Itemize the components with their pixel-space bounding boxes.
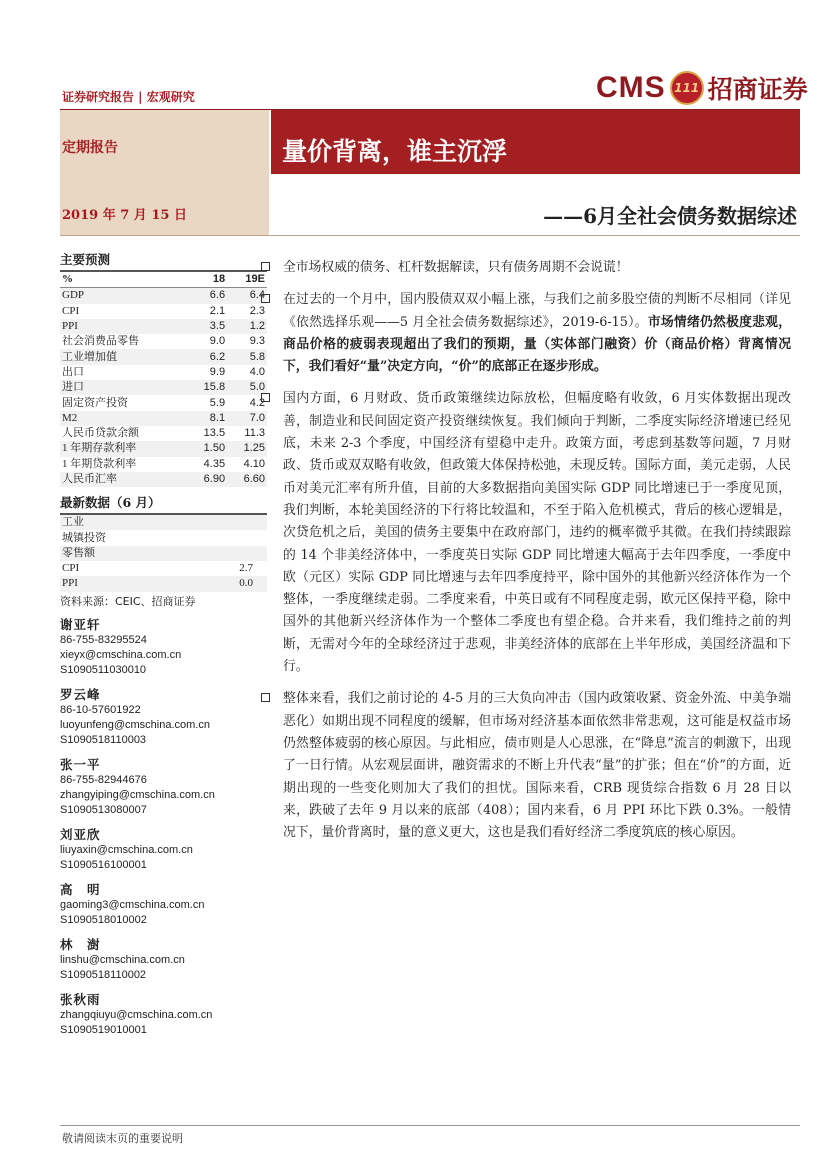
forecast-cell: 6.6: [187, 288, 227, 304]
latest-row: [60, 561, 267, 576]
data-source: 资料来源：CEIC、招商证券: [60, 594, 196, 608]
footer-divider: [60, 1125, 800, 1126]
forecast-cell: 社会消费品零售: [62, 335, 139, 348]
bullet-icon: [261, 693, 270, 702]
analyst-name: 高 明: [60, 881, 101, 897]
forecast-cell: 固定资产投资: [62, 396, 128, 409]
analyst-email[interactable]: zhangyiping@cmschina.com.cn: [60, 788, 215, 801]
paragraph-text: 整体来看，我们之前讨论的 4-5 月的三大负向冲击（国内政策收紧、资金外流、中美争端恶化）如期出现不同程度的缓解，但市场对经济基本面依然非常悲观，这可能是权益市场仍然整体疲弱的核心原因。与此相应，债市则是人心思涨，在“降息”流言的刺激下，出现了一日行情。从宏观层面讲，融资需求的不断上升代表“量”的扩张；但在“价”的方面，近期出现的一些变化则加大了我们的担忧。国际来看，CRB 现货综合指数 6 月 28 日以来，跌破了去年 9 月以来的底部（408）；国内来看，6 月 PPI 环比下跌 0.3%。一般情况下，量价背离时，量的意义更大，这也是我们看好经济二季度筑底的核心原因。: [283, 691, 791, 841]
analyst-name: 谢亚轩: [60, 616, 101, 632]
body-paragraph: [283, 388, 791, 678]
forecast-cell: 6.2: [187, 349, 227, 364]
analyst-id: S1090518010002: [60, 913, 147, 926]
paragraph-text: 国内方面，6 月财政、货币政策继续边际放松，但幅度略有收敛，6 月实体数据出现改善，制造业和民间固定资产投资继续恢复。我们倾向于判断，二季度实际经济增速已经见底，未来 2-3 个季度，中国经济有望稳中走升。政策方面，考虑到基数等问题，7 月财政、货币或双双略有收敛，但政策大体保持松弛，未现反转。国际方面，美元走弱，人民币对美元汇率有所升值，目前的大多数据指向美国实际 GDP 同比增速已于一季度见顶，我们判断，本轮美国经济的下行将比较温和，不至于陷入危机模式，背后的核心逻辑是，次贷危机之后，美国的债务主要集中在政府部门，违约的概率微乎其微。在我们持续跟踪的 14 个非美经济体中，一季度英日实际 GDP 同比增速大幅高于去年四季度，一季度中欧（元区）实际 GDP 同比增速与去年四季度持平，除中国外的其他新兴经济体作为一个整体，一季度继续走弱。二季度来看，中英日或有不同程度走弱，欧元区保持平稳，除中国外的其他新兴经济体作为一个整体二季度也有望企稳。合并来看，我们维持之前的判断，无需对今年的全球经济过于悲观，非美经济体的底部在上半年形成，美国经济温和下行。: [283, 391, 791, 675]
forecast-cell: 1.25: [227, 441, 267, 456]
analyst-phone: 86-755-83295524: [60, 633, 147, 646]
latest-cell: 0.0: [188, 576, 267, 591]
latest-cell: [188, 546, 267, 561]
logo-badge-icon: 111: [670, 71, 704, 105]
analyst-name: 刘亚欣: [60, 826, 101, 842]
report-category: 证券研究报告 | 宏观研究: [62, 90, 195, 104]
forecast-cell: 人民币汇率: [60, 472, 187, 487]
analyst-email[interactable]: linshu@cmschina.com.cn: [60, 953, 185, 966]
forecast-cell: 1.2: [227, 319, 267, 334]
forecast-cell: 2.1: [209, 304, 226, 317]
forecast-title: 主要预测: [60, 252, 111, 267]
forecast-cell: 5.8: [227, 349, 267, 364]
paragraph-text: 全市场权威的债务、杠杆数据解读，只有债务周期不会说谎！: [283, 260, 629, 275]
latest-row: [60, 515, 267, 530]
forecast-cell: 4.0: [249, 365, 265, 378]
body-paragraph: [283, 257, 791, 279]
forecast-row: [60, 365, 267, 380]
latest-cell: [188, 515, 267, 530]
latest-cell: 2.7: [239, 562, 253, 575]
footer-note: 敬请阅读末页的重要说明: [62, 1132, 183, 1145]
report-date: 2019 年 7 月 15 日: [62, 208, 187, 223]
analyst-email[interactable]: xieyx@cmschina.com.cn: [60, 648, 182, 661]
forecast-cell: 2.3: [249, 304, 265, 317]
forecast-cell: 进口: [60, 380, 187, 395]
analyst-name: 张秋雨: [60, 991, 101, 1007]
forecast-cell: 6.90: [187, 472, 227, 487]
forecast-cell: 出口: [62, 365, 84, 378]
analyst-phone: 86-755-82944676: [60, 773, 147, 786]
analyst-card: [60, 880, 270, 928]
analyst-id: S1090519010001: [60, 1023, 147, 1036]
forecast-cell: 3.5: [187, 319, 227, 334]
paragraph-bold-text: 市场情绪仍然极度悲观，商品价格的疲弱表现超出了我们的预期，量（实体部门融资）价（商品价格）背离情况下，我们看好“量”决定方向，“价”的底部正在逐步形成。: [283, 314, 792, 375]
forecast-row: [60, 304, 267, 319]
bullet-icon: [261, 262, 270, 271]
forecast-header-cell: 19E: [227, 272, 267, 288]
forecast-cell: 6.60: [227, 472, 267, 487]
forecast-row: [60, 288, 267, 304]
paragraph-text: 在过去的一个月中，国内股债双双小幅上涨，与我们之前多股空债的判断不尽相同（详见《依然选择乐观——5 月全社会债务数据综述》，2019-6-15）。: [283, 292, 791, 330]
forecast-row: [60, 349, 267, 364]
analyst-name: 林 澍: [60, 936, 101, 952]
report-type: 定期报告: [62, 140, 118, 156]
latest-cell: 零售额: [60, 546, 188, 561]
analyst-name: 罗云峰: [60, 686, 101, 702]
forecast-header-cell: 18: [187, 272, 227, 288]
forecast-cell: 11.3: [244, 427, 265, 440]
analyst-card: [60, 615, 270, 678]
forecast-row: [60, 472, 267, 487]
forecast-row: [60, 457, 267, 472]
page-title: 量价背离，谁主沉浮: [282, 137, 508, 166]
latest-cell: 城镇投资: [62, 531, 106, 544]
page-subtitle: ——6月全社会债务数据综述: [543, 204, 797, 228]
forecast-cell: 15.8: [187, 380, 227, 395]
forecast-cell: PPI: [60, 319, 187, 334]
analyst-email[interactable]: zhangqiuyu@cmschina.com.cn: [60, 1008, 213, 1021]
logo-cms-text: CMS: [596, 71, 666, 104]
body-paragraph: [283, 688, 791, 844]
forecast-cell: M2: [60, 411, 187, 426]
forecast-cell: 1 年期贷款利率: [62, 457, 137, 470]
bullet-icon: [261, 393, 270, 402]
forecast-cell: 1.50: [187, 441, 227, 456]
bullet-icon: [261, 294, 270, 303]
latest-row: [60, 576, 267, 591]
forecast-header-row: [60, 272, 267, 288]
analyst-email[interactable]: gaoming3@cmschina.com.cn: [60, 898, 205, 911]
analyst-card: [60, 685, 270, 748]
forecast-cell: 人民币贷款余额: [62, 427, 139, 440]
analyst-card: [60, 825, 270, 873]
forecast-cell: 4.35: [203, 457, 226, 470]
analyst-id: S1090518110003: [60, 733, 147, 746]
forecast-cell: 7.0: [227, 411, 267, 426]
latest-cell: [188, 530, 267, 545]
analyst-name: 张一平: [60, 756, 101, 772]
forecast-table: [60, 272, 267, 487]
latest-row: [60, 530, 267, 545]
forecast-row: [60, 426, 267, 441]
forecast-header-cell: %: [60, 272, 187, 288]
latest-row: [60, 546, 267, 561]
forecast-cell: 13.5: [203, 427, 226, 440]
forecast-cell: GDP: [60, 288, 187, 304]
body-paragraph: [283, 289, 791, 378]
latest-table: [60, 515, 267, 591]
analyst-card: [60, 935, 270, 983]
forecast-cell: 1 年期存款利率: [60, 441, 187, 456]
analyst-card: [60, 990, 270, 1038]
logo-cn-text: 招商证券: [707, 75, 808, 104]
forecast-cell: 9.3: [249, 335, 265, 348]
forecast-cell: 工业增加值: [60, 349, 187, 364]
forecast-row: [60, 334, 267, 349]
forecast-cell: 9.9: [209, 365, 226, 378]
forecast-row: [60, 441, 267, 456]
sidebar: [60, 250, 270, 1045]
latest-cell: PPI: [60, 576, 188, 591]
forecast-row: [60, 380, 267, 395]
forecast-cell: 4.2: [249, 396, 265, 409]
analyst-card: [60, 755, 270, 818]
analyst-phone: 86-10-57601922: [60, 703, 141, 716]
forecast-cell: CPI: [62, 304, 80, 317]
analyst-email[interactable]: luoyunfeng@cmschina.com.cn: [60, 718, 210, 731]
forecast-row: [60, 395, 267, 410]
analyst-id: S1090511030010: [60, 663, 147, 676]
forecast-cell: 4.10: [243, 457, 265, 470]
forecast-row: [60, 411, 267, 426]
forecast-cell: 8.1: [187, 411, 227, 426]
analyst-list: [60, 615, 270, 1038]
latest-cell: 工业: [60, 515, 188, 530]
forecast-row: [60, 319, 267, 334]
forecast-cell: 5.0: [227, 380, 267, 395]
analyst-id: S1090513080007: [60, 803, 147, 816]
company-logo: [596, 70, 808, 106]
forecast-cell: 6.4: [227, 288, 267, 304]
analyst-id: S1090518110002: [60, 968, 147, 981]
latest-cell: CPI: [62, 562, 80, 575]
analyst-id: S1090516100001: [60, 858, 147, 871]
report-body: [283, 257, 791, 854]
forecast-cell: 5.9: [209, 396, 226, 409]
analyst-email[interactable]: liuyaxin@cmschina.com.cn: [60, 843, 193, 856]
forecast-cell: 9.0: [209, 335, 226, 348]
title-divider: [60, 235, 800, 236]
latest-title: 最新数据（6 月）: [60, 495, 161, 511]
